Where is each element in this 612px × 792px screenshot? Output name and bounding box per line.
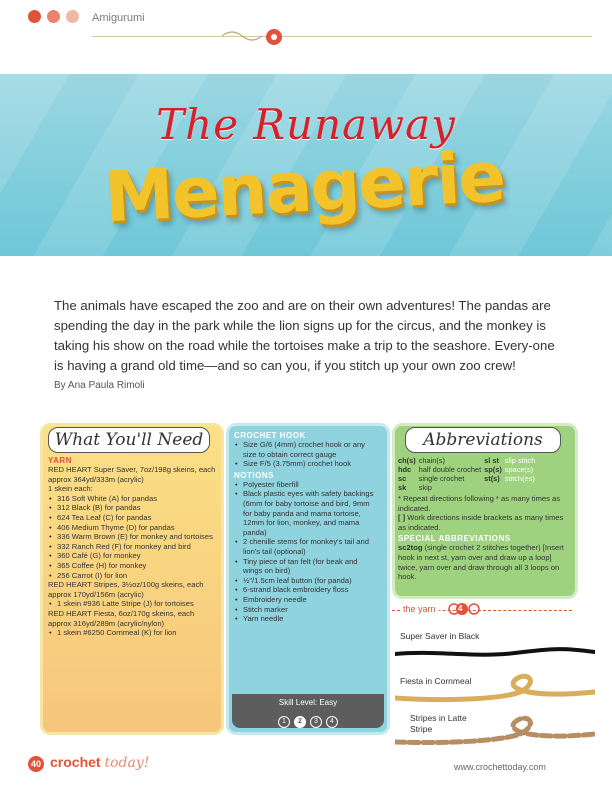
bracket-note (398, 513, 568, 532)
repeat-note: * Repeat directions following * as many times as indicated. (398, 494, 561, 513)
magazine-name-b: today! (104, 755, 150, 771)
yarn-color-item-8: • 365 Coffee (H) for monkey (48, 561, 216, 571)
yarn-sample-label-1: Super Saver in Black (400, 631, 480, 641)
yarn-color-item-5: • 336 Warm Brown (E) for monkey and tortoises (48, 532, 216, 542)
button-charm-icon (222, 26, 292, 48)
notion-item-1: • Polyester fiberfill (234, 480, 378, 490)
abbreviation-row (398, 483, 538, 492)
materials-content (48, 456, 216, 638)
abbr-term-2: sp(s) (484, 465, 502, 474)
abbreviation-row (398, 456, 538, 465)
magazine-name (50, 754, 149, 771)
notion-item-3: • 2 chenille stems for monkey's tail and lion's tail (optional) (234, 537, 378, 556)
abbreviation-row (398, 474, 538, 483)
yarn-weight-number: 4 (458, 604, 463, 613)
yarn-heading: YARN (48, 456, 72, 465)
abbr-term-2 (484, 483, 505, 492)
header-dot-3 (66, 10, 79, 23)
abbr-meaning-2: space(s) (504, 465, 534, 474)
yarn-weight-icon (448, 601, 488, 617)
yarn-sample-label-2: Fiesta in Cornmeal (400, 676, 472, 686)
notion-item-6: • 6-strand black embroidery floss (234, 585, 378, 595)
fiesta-item: • 1 skein #6250 Cornmeal (K) for lion (48, 628, 216, 638)
yarn-sample-label-3: Stripes in Latte Stripe (410, 713, 467, 734)
notions-heading: NOTIONS (234, 470, 274, 480)
stripes-intro: RED HEART Stripes, 3½oz/100g skeins, each approx 170yd/156m (acrylic) (48, 580, 204, 599)
yarn-color-item-4: • 406 Medium Thyme (D) for pandas (48, 523, 216, 533)
yarn-color-item-1: • 316 Soft White (A) for pandas (48, 494, 216, 504)
sc2tog-definition: (single crochet 2 stitches together) [Insert hook in next st, yarn over and draw up a loop] twice, yarn over and draw through all 3 loops on hook. (398, 543, 564, 582)
header-dot-2 (47, 10, 60, 23)
skill-level-3: 3 (310, 716, 322, 728)
abbr-meaning: single crochet (418, 474, 465, 483)
skill-level-label: Skill Level: Easy (278, 698, 338, 707)
abbreviations-table (398, 456, 538, 492)
yarn-section-label: the yarn (400, 604, 439, 614)
hook-notions-content (234, 431, 378, 624)
abbreviations-content (398, 456, 568, 582)
fiesta-intro: RED HEART Fiesta, 6oz/170g skeins, each approx 316yd/289m (acrylic/nylon) (48, 608, 195, 628)
hook-list (234, 440, 378, 469)
byline: By Ana Paula Rimoli (54, 380, 145, 391)
abbr-term-2: st(s) (484, 474, 500, 483)
abbr-term: sc (398, 474, 407, 483)
website-url: www.crochettoday.com (454, 762, 546, 772)
yarn-color-item-6: • 332 Ranch Red (F) for monkey and bird (48, 542, 216, 552)
latte-stripe-yarn-sample (395, 704, 595, 748)
hook-item-2: • Size F/5 (3.75mm) crochet hook (234, 459, 378, 469)
header-dot-1 (28, 10, 41, 23)
abbr-meaning-2 (505, 483, 538, 492)
materials-title: What You'll Need (48, 427, 210, 453)
magazine-name-a: crochet (50, 754, 101, 770)
abbr-meaning: half double crochet (418, 465, 482, 474)
notion-item-9: • Yarn needle (234, 614, 378, 624)
yarn-color-list (48, 494, 216, 580)
abbr-meaning: chain(s) (418, 456, 445, 465)
stripes-item: • 1 skein #936 Latte Stripe (J) for tortoises (48, 599, 216, 609)
cornmeal-yarn-sample (395, 668, 595, 708)
special-abbreviations-heading: SPECIAL ABBREVIATIONS (398, 534, 511, 544)
bracket-symbol: [ ] (398, 513, 406, 523)
skill-level-bar (232, 694, 384, 728)
one-skein-label: 1 skein each: (48, 484, 93, 494)
page-number: 40 (28, 756, 44, 772)
notion-item-8: • Stitch marker (234, 605, 378, 615)
bracket-note-text: Work directions inside brackets as many times as indicated. (398, 513, 564, 532)
skill-level-circles (232, 710, 384, 728)
yarn-color-item-9: • 256 Carrot (I) for lion (48, 571, 216, 581)
abbreviations-title: Abbreviations (405, 427, 561, 453)
intro-paragraph: The animals have escaped the zoo and are on their own adventures! The pandas are spending the day in the park while the lion signs up for the circus, and the monkey is taking his show on the road while the tortoises make a trip to the seashore. Every-one is having a grand old time—and so can you, if you stitch up your own zoo crew! (54, 298, 555, 373)
abbr-meaning-2: slip stitch (504, 456, 536, 465)
abbr-meaning: skip (418, 483, 432, 492)
notions-list (234, 480, 378, 624)
skill-level-1: 1 (278, 716, 290, 728)
notion-item-4: • Tiny piece of tan felt (for beak and wings on bird) (234, 557, 378, 576)
abbr-term: ch(s) (398, 456, 416, 465)
black-yarn-sample (395, 640, 595, 670)
header-rule (92, 36, 592, 37)
title-main: Menagerie (102, 135, 506, 239)
abbreviation-row (398, 465, 538, 474)
yarn-color-item-7: • 360 Café (G) for monkey (48, 551, 216, 561)
yarn-intro: RED HEART Super Saver, 7oz/198g skeins, each approx 364yd/333m (acrylic) (48, 465, 216, 484)
notion-item-7: • Embroidery needle (234, 595, 378, 605)
abbr-term-2: sl st (484, 456, 499, 465)
hook-heading: CROCHET HOOK (234, 431, 306, 440)
notion-item-5: • ½"/1.5cm leaf button (for panda) (234, 576, 378, 586)
abbr-term: hdc (398, 465, 412, 474)
yarn-color-item-2: • 312 Black (B) for pandas (48, 503, 216, 513)
abbr-meaning-2: stitch(es) (504, 474, 535, 483)
skill-level-2: 2 (294, 716, 306, 728)
sc2tog-entry (398, 543, 568, 581)
section-label: Amigurumi (92, 12, 145, 24)
hook-item-1: • Size G/6 (4mm) crochet hook or any size to obtain correct gauge (234, 440, 378, 459)
title-script: The Runaway (156, 100, 456, 149)
sc2tog-term: sc2tog (398, 543, 423, 553)
notion-item-2: • Black plastic eyes with safety backings (6mm for baby tortoise and bird, 9mm for baby panda and mama tortoise, 12mm for lion, monkey, and mama panda) (234, 489, 378, 537)
yarn-color-item-3: • 624 Tea Leaf (C) for pandas (48, 513, 216, 523)
abbr-term: sk (398, 483, 407, 492)
skill-level-4: 4 (326, 716, 338, 728)
